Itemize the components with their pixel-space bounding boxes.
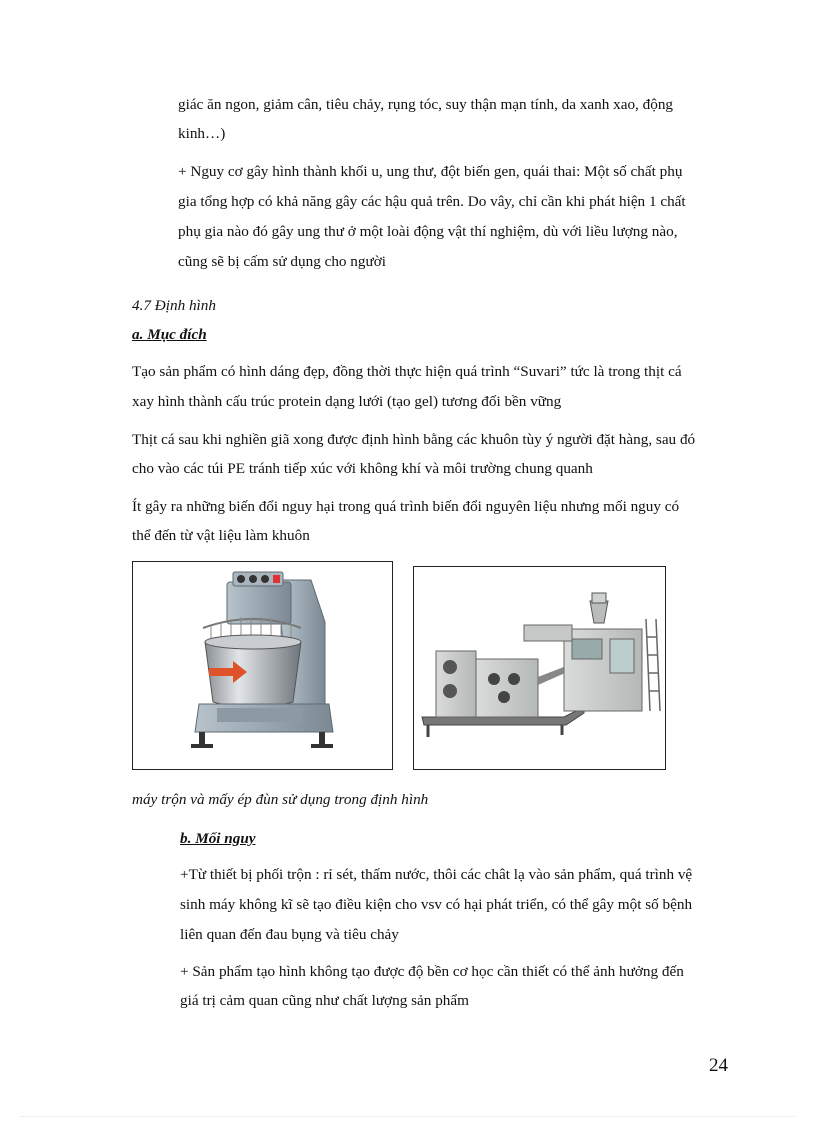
extruder-illustration bbox=[414, 567, 665, 769]
paragraph-6-line-3: liên quan đến đau bụng và tiêu chảy bbox=[180, 926, 399, 943]
paragraph-7-line-2: giá trị cảm quan cũng như chất lượng sản phẩm bbox=[180, 992, 469, 1009]
paragraph-3-line-2: xay hình thành cấu trúc protein dạng lưới (tạo gel) tương đối bền vững bbox=[132, 393, 562, 410]
paragraph-6-line-1: +Từ thiết bị phối trộn : rỉ sét, thấm nước, thôi các chât lạ vào sản phẩm, quá trình vệ bbox=[180, 866, 693, 883]
paragraph-4-line-1: Thịt cá sau khi nghiền giã xong được định hình bằng các khuôn tùy ý người đặt hàng, sau đó bbox=[132, 431, 696, 448]
page-bottom-border bbox=[20, 1116, 796, 1117]
subheading-hazard: b. Mối nguy bbox=[180, 830, 256, 847]
mixer-illustration bbox=[133, 562, 392, 769]
extruder-image bbox=[413, 566, 666, 770]
paragraph-2-line-2: gia tổng hợp có khả năng gây các hậu quả trên. Do vây, chỉ cần khi phát hiện 1 chất bbox=[178, 193, 686, 210]
paragraph-1-line-1: giác ăn ngon, giảm cân, tiêu chảy, rụng tóc, suy thận mạn tính, da xanh xao, động bbox=[178, 96, 674, 113]
paragraph-2-line-4: cũng sẽ bị cấm sử dụng cho người bbox=[178, 253, 386, 270]
paragraph-2-line-1: + Nguy cơ gây hình thành khối u, ung thư, đột biến gen, quái thai: Một số chất phụ bbox=[178, 163, 683, 180]
mixer-image bbox=[132, 561, 393, 770]
section-heading: 4.7 Định hình bbox=[132, 297, 216, 314]
paragraph-1-line-2: kinh…) bbox=[178, 125, 226, 142]
paragraph-4-line-2: cho vào các túi PE tránh tiếp xúc với không khí và môi trường chung quanh bbox=[132, 460, 593, 477]
paragraph-5-line-2: thể đến từ vật liệu làm khuôn bbox=[132, 527, 310, 544]
paragraph-5-line-1: Ít gây ra những biến đổi nguy hại trong quá trình biến đổi nguyên liệu nhưng mối nguy có bbox=[132, 498, 680, 515]
figure-caption: máy trộn và mấy ép đùn sử dụng trong định hình bbox=[132, 791, 429, 808]
paragraph-7-line-1: + Sản phẩm tạo hình không tạo được độ bền cơ học cần thiết có thể ảnh hưởng đến bbox=[180, 963, 684, 980]
page-number: 24 bbox=[709, 1055, 728, 1076]
paragraph-2-line-3: phụ gia nào đó gây ung thư ở một loài động vật thí nghiệm, dù với liều lượng nào, bbox=[178, 223, 678, 240]
paragraph-6-line-2: sinh máy không kĩ sẽ tạo điều kiện cho vsv có hại phát triển, có thể gây một số bệnh bbox=[180, 896, 693, 913]
paragraph-3-line-1: Tạo sản phẩm có hình dáng đẹp, đồng thời thực hiện quá trình “Suvari” tức là trong thịt cá bbox=[132, 363, 682, 380]
subheading-purpose: a. Mục đích bbox=[132, 326, 207, 343]
